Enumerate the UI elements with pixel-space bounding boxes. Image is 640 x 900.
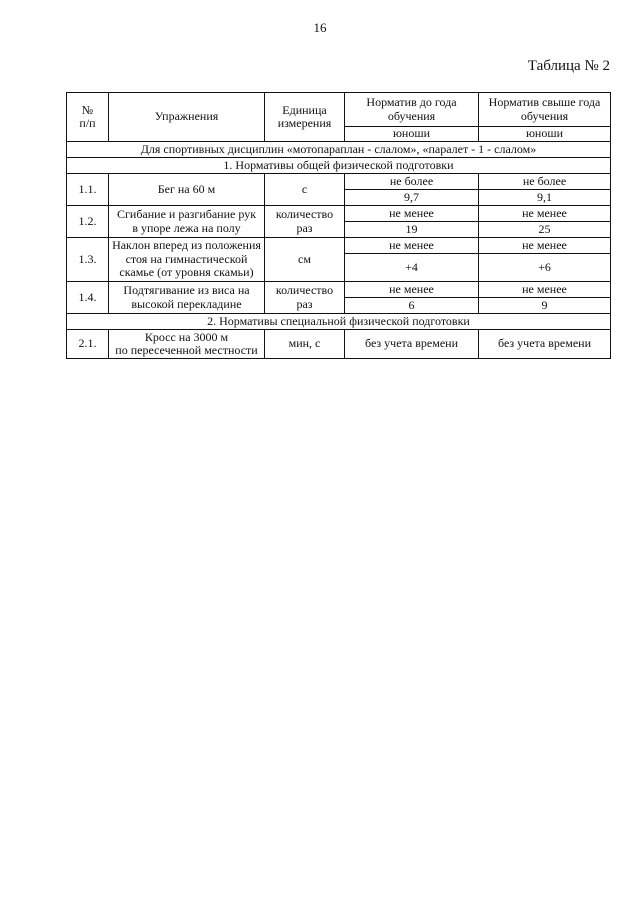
row-exercise: Сгибание и разгибание рук в упоре лежа на полу [109,206,265,238]
row-num: 1.1. [67,174,109,206]
row-value-after: 9,1 [479,190,611,206]
row-cond-after: не менее [479,282,611,298]
row-value-before: 19 [345,222,479,238]
row-value-before: 9,7 [345,190,479,206]
page-number: 16 [313,20,327,35]
header-num: № п/п [67,93,109,142]
header-gender-after: юноши [479,127,611,142]
row-cond-after: не менее [479,238,611,254]
row-unit: количество раз [265,282,345,314]
row-value-after: +6 [479,254,611,282]
row-exercise: Кросс на 3000 м по пересеченной местности [109,330,265,359]
row-num: 1.3. [67,238,109,282]
header-after-year: Норматив свыше года обучения [479,93,611,127]
header-gender-before: юноши [345,127,479,142]
row-num: 1.4. [67,282,109,314]
header-unit: Единица измерения [265,93,345,142]
row-num: 1.2. [67,206,109,238]
row-cond-before: не менее [345,206,479,222]
row-value-after: без учета времени [479,330,611,359]
row-value-before: 6 [345,298,479,314]
row-unit: см [265,238,345,282]
header-before-year: Норматив до года обучения [345,93,479,127]
section-title-general: 1. Нормативы общей физической подготовки [67,158,611,174]
row-exercise: Бег на 60 м [109,174,265,206]
row-unit: с [265,174,345,206]
row-cond-before: не менее [345,238,479,254]
discipline-title: Для спортивных дисциплин «мотопараплан - слалом», «паралет - 1 - слалом» [67,142,611,158]
row-exercise: Наклон вперед из положения стоя на гимнастической скамье (от уровня скамьи) [109,238,265,282]
header-exercise: Упражнения [109,93,265,142]
row-value-before: без учета времени [345,330,479,359]
standards-table [66,92,611,359]
section-title-special: 2. Нормативы специальной физической подготовки [67,314,611,330]
row-num: 2.1. [67,330,109,359]
row-value-before: +4 [345,254,479,282]
row-unit: мин, с [265,330,345,359]
row-value-after: 25 [479,222,611,238]
row-cond-before: не более [345,174,479,190]
row-cond-before: не менее [345,282,479,298]
table-caption: Таблица № 2 [527,58,610,74]
row-exercise: Подтягивание из виса на высокой перекладине [109,282,265,314]
row-value-after: 9 [479,298,611,314]
row-cond-after: не менее [479,206,611,222]
row-unit: количество раз [265,206,345,238]
row-cond-after: не более [479,174,611,190]
